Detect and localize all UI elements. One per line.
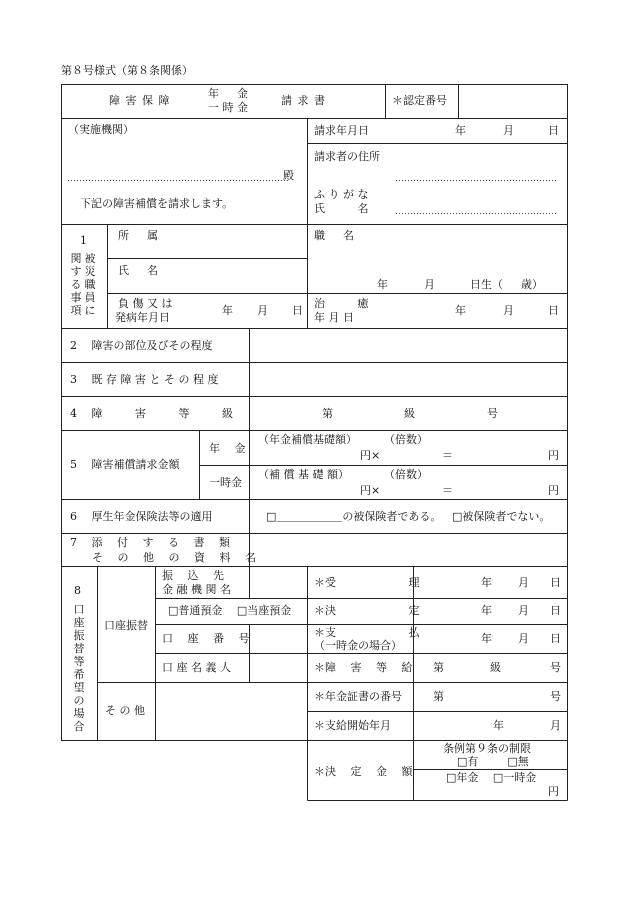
employee-name-label: 氏 名 <box>118 264 158 277</box>
grade-kyu: 級 <box>490 661 501 674</box>
start-year: 年 <box>493 719 504 732</box>
payment-month: 月 <box>518 632 529 645</box>
s5-lump-label: 一時金 <box>209 476 242 489</box>
cert-label: ＊認定番号 <box>392 94 447 107</box>
annual-ratio-label: （倍数） <box>384 433 428 446</box>
bank-label-2: 金 融 機 関 名 <box>162 583 231 596</box>
lump-base-label: （補 償 基 礎 額） <box>258 468 349 481</box>
s1-title-b: 関する事項 <box>70 252 82 317</box>
receipt-label: ＊受 理 <box>314 576 420 589</box>
injury-label-2: 発病年月日 <box>115 311 170 324</box>
furigana-label: ふ り が な <box>314 188 369 201</box>
injury-label-1: 負 傷 又 は <box>118 297 173 310</box>
start-month: 月 <box>550 719 561 732</box>
cure-label-1: 治 癒 <box>314 297 369 310</box>
insured-checkbox[interactable]: □＿＿＿＿＿＿の被保険者である。 <box>266 510 442 523</box>
s4-go: 号 <box>487 407 498 420</box>
birth-month: 月 <box>424 278 435 291</box>
payment-year: 年 <box>481 632 492 645</box>
account-number-label: 口 座 番 号 <box>162 632 250 645</box>
title-annual: 年 金 <box>208 87 248 100</box>
injury-year: 年 <box>222 304 233 317</box>
s1-title-a: 被災職員に <box>84 252 96 317</box>
address-label: 請求者の住所 <box>314 150 380 163</box>
cure-day: 日 <box>548 304 559 317</box>
decision-month: 月 <box>518 604 529 617</box>
receipt-year: 年 <box>481 576 492 589</box>
injury-day: 日 <box>292 304 303 317</box>
decision-day: 日 <box>550 604 561 617</box>
grade-dai: 第 <box>433 661 444 674</box>
lump-ratio-label: （倍数） <box>384 468 428 481</box>
s7-label-1: 7 添 付 す る 書 類 <box>70 536 230 549</box>
annual-base-label: （年金補償基礎額） <box>258 433 357 446</box>
annual-yen-times: 円× <box>360 449 381 462</box>
amount-label: ＊決 定 金 額 <box>314 765 413 778</box>
title-suffix: 請 求 書 <box>281 94 326 107</box>
decision-label: ＊決 定 <box>314 604 420 617</box>
birth-suffix: 日生（ 歳） <box>470 278 543 291</box>
receipt-month: 月 <box>518 576 529 589</box>
request-date-label: 請求年月日 <box>314 124 369 137</box>
cure-year: 年 <box>455 304 466 317</box>
cert-no-label: ＊年金証書の番号 <box>314 690 402 703</box>
lump-yen-times: 円× <box>360 484 381 497</box>
decision-year: 年 <box>481 604 492 617</box>
s6-label: 6 厚生年金保険法等の適用 <box>70 510 213 523</box>
start-label: ＊支給開始年月 <box>314 719 391 732</box>
s7-label-2: そ の 他 の 資 料 名 <box>92 551 256 564</box>
req-date-day: 日 <box>548 124 559 137</box>
limit-checkboxes[interactable]: □有 □無 <box>457 755 529 768</box>
title-lump: 一 時 金 <box>208 101 248 114</box>
payment-label-1: ＊支 払 <box>314 626 420 639</box>
cert-no-dai: 第 <box>433 690 444 703</box>
s1-num: 1 <box>80 234 87 247</box>
birth-year: 年 <box>377 278 388 291</box>
lump-yen: 円 <box>548 484 559 497</box>
bank-label-1: 振 込 先 <box>162 569 224 582</box>
dono: 殿 <box>283 169 294 182</box>
claimant-name-label: 氏 名 <box>314 202 369 215</box>
type-checkboxes[interactable]: □年金 □一時金 <box>446 771 537 784</box>
form-title: 障 害 保 障 <box>109 94 171 107</box>
req-date-year: 年 <box>455 124 466 137</box>
grade-label: ＊障 害 等 給 <box>314 661 413 674</box>
other-label: そ の 他 <box>105 704 145 717</box>
request-text: 下記の障害補償を請求します。 <box>80 197 234 210</box>
grade-go: 号 <box>550 661 561 674</box>
s2-label: 2 障害の部位及びその程度 <box>70 339 213 352</box>
deposit-type-checkbox[interactable]: □普通預金 □当座預金 <box>168 604 292 617</box>
annual-equals: ＝ <box>442 449 453 462</box>
s4-dai: 第 <box>322 407 333 420</box>
s4-label: 4 障 害 等 級 <box>70 407 233 420</box>
limit-title: 条例第９条の制限 <box>443 742 531 755</box>
account-holder-label: 口 座 名 義 人 <box>162 661 231 674</box>
s5-annual-label: 年 金 <box>209 442 246 455</box>
job-title-label: 職 名 <box>314 229 354 242</box>
payment-label-2: （一時金の場合） <box>314 639 402 652</box>
amount-yen: 円 <box>548 785 559 798</box>
cert-no-go: 号 <box>550 690 561 703</box>
s3-label: 3 既 存 障 害 と そ の 程 度 <box>70 373 219 386</box>
lump-equals: ＝ <box>442 484 453 497</box>
transfer-label: 口座振替 <box>104 619 148 632</box>
annual-yen: 円 <box>548 449 559 462</box>
req-date-month: 月 <box>503 124 514 137</box>
not-insured-checkbox[interactable]: □被保険者でない。 <box>452 510 551 523</box>
s4-kyu: 級 <box>404 407 415 420</box>
payment-day: 日 <box>550 632 561 645</box>
affiliation-label: 所 属 <box>118 229 158 242</box>
injury-month: 月 <box>257 304 268 317</box>
s8-title: 口座振替等希望の場合 <box>73 603 85 733</box>
receipt-day: 日 <box>550 576 561 589</box>
s5-label: 5 障害補償請求金額 <box>70 458 180 471</box>
form-label: 第８号様式（第８条関係） <box>61 64 193 77</box>
cure-label-2: 年 月 日 <box>314 311 354 324</box>
cure-month: 月 <box>503 304 514 317</box>
agency-label: （実施機関） <box>68 123 134 136</box>
s8-num: 8 <box>74 584 81 597</box>
